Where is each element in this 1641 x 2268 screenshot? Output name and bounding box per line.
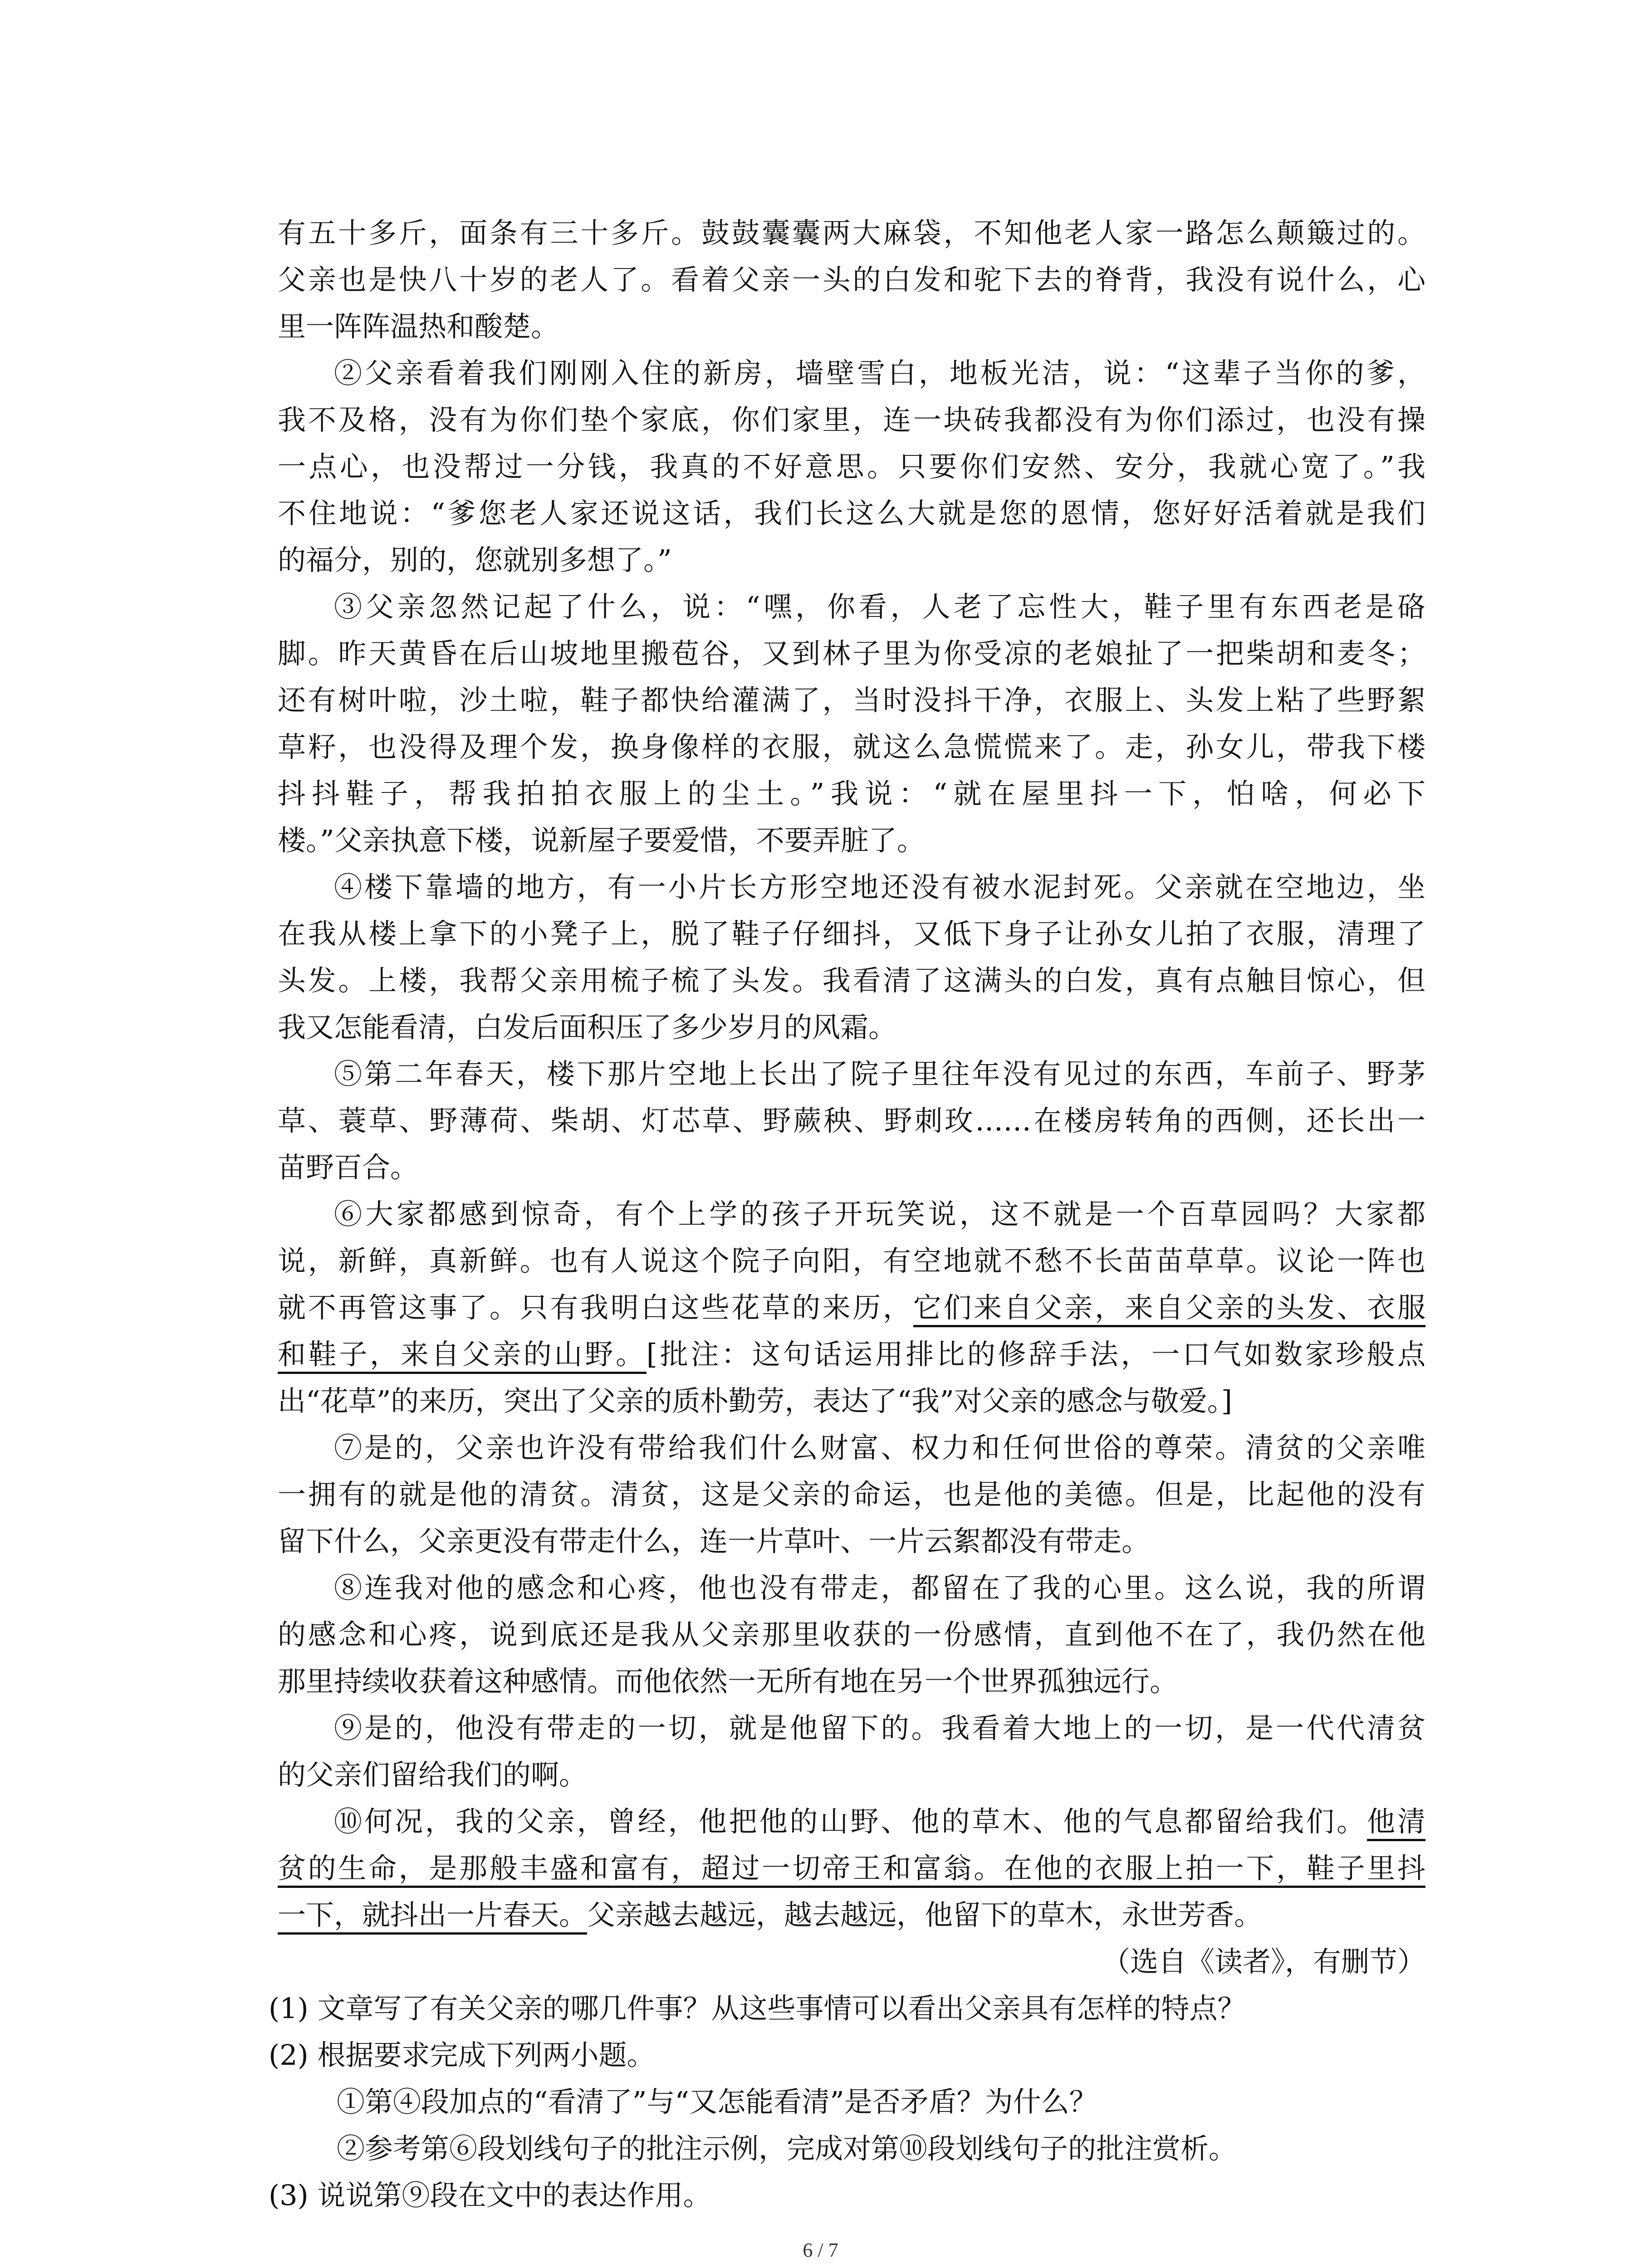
article-line (278, 1331, 1425, 1378)
article-line: 抖抖鞋子，帮我拍拍衣服上的尘土。”我说：“就在屋里抖一下，怕啥，何必下 (278, 777, 1425, 810)
question-1: (1) 文章写了有关父亲的哪几件事？从这些事情可以看出父亲具有怎样的特点？ (269, 1992, 1246, 2025)
underlined-sentence: 一下，就抖出一片春天。 (278, 1898, 587, 1935)
question-2-part-2: ②参考第⑥段划线句子的批注示例，完成对第⑩段划线句子的批注赏析。 (337, 2132, 1237, 2165)
article-line: 苗野百合。 (278, 1151, 419, 1184)
annotation-text: [批注：这句话运用排比的修辞手法，一口气如数家珍般点 (646, 1338, 1425, 1371)
article-line: 一拥有的就是他的清贫。清贫，这是父亲的命运，也是他的美德。但是，比起他的没有 (278, 1478, 1425, 1511)
article-line (278, 1845, 1425, 1892)
article-line: 头发。上楼，我帮父亲用梳子梳了头发。我看清了这满头的白发，真有点触目惊心，但 (278, 964, 1425, 997)
question-2-part-1: ①第④段加点的“看清了”与“又怎能看清”是否矛盾？为什么？ (337, 2085, 1097, 2118)
article-line: 说，新鲜，真新鲜。也有人说这个院子向阳，有空地就不愁不长苗苗草草。议论一阵也 (278, 1244, 1425, 1277)
article-line: 不住地说：“爹您老人家还说这话，我们长这么大就是您的恩情，您好好活着就是我们 (278, 497, 1425, 530)
article-line: 我又怎能看清，白发后面积压了多少岁月的风霜。 (278, 1011, 897, 1044)
article-line: 草、蓑草、野薄荷、柴胡、灯芯草、野蕨秧、野刺玫……在楼房转角的西侧，还长出一 (278, 1104, 1425, 1137)
article-line: 父亲也是快八十岁的老人了。看着父亲一头的白发和驼下去的脊背，我没有说什么，心 (278, 263, 1425, 296)
article-line (278, 1284, 1425, 1331)
article-line: 的父亲们留给我们的啊。 (278, 1758, 588, 1791)
article-line: 脚。昨天黄昏在后山坡地里搬苞谷，又到林子里为你受凉的老娘扯了一把柴胡和麦冬； (278, 637, 1425, 670)
underlined-sentence: 贫的生命，是那般丰盛和富有，超过一切帝王和富翁。在他的衣服上拍一下，鞋子里抖 (278, 1852, 1425, 1888)
page-number: 6 / 7 (803, 2239, 838, 2261)
article-line (278, 1798, 1425, 1845)
article-line: ⑨是的，他没有带走的一切，就是他留下的。我看着大地上的一切，是一代代清贫 (334, 1711, 1425, 1745)
article-line: ⑥大家都感到惊奇，有个上学的孩子开玩笑说，这不就是一个百草园吗？大家都 (334, 1198, 1425, 1231)
paragraph-10-ending: 父亲越去越远，越去越远，他留下的草木，永世芳香。 (587, 1898, 1263, 1931)
article-body-part-1 (278, 210, 1425, 1284)
article-line: 一点心，也没帮过一分钱，我真的不好意思。只要你们安然、安分，我就心宽了。”我 (278, 450, 1425, 483)
article-line: ⑤第二年春天，楼下那片空地上长出了院子里往年没有见过的东西，车前子、野茅 (334, 1057, 1425, 1090)
article-line: ④楼下靠墙的地方，有一小片长方形空地还没有被水泥封死。父亲就在空地边，坐 (334, 870, 1425, 904)
article-line: ②父亲看着我们刚刚入住的新房，墙壁雪白，地板光洁，说：“这辈子当你的爹， (334, 357, 1425, 390)
article-line: ⑧连我对他的感念和心疼，他也没有带走，都留在了我的心里。这么说，我的所谓 (334, 1571, 1425, 1604)
article-line: ③父亲忽然记起了什么，说：“嘿，你看，人老了忘性大，鞋子里有东西老是硌 (334, 590, 1425, 623)
document-page (269, 210, 1425, 2219)
article-line: 还有树叶啦，沙土啦，鞋子都快给灌满了，当时没抖干净，衣服上、头发上粘了些野絮 (278, 684, 1425, 717)
article-line: 的福分，别的，您就别多想了。” (278, 543, 672, 577)
annotation-line: 出“花草”的来历，突出了父亲的质朴勤劳，表达了“我”对父亲的感念与敬爱。] (278, 1384, 1232, 1418)
article-line: 楼。”父亲执意下楼，说新屋子要爱惜，不要弄脏了。 (278, 824, 925, 857)
article-line: 有五十多斤，面条有三十多斤。鼓鼓囊囊两大麻袋，不知他老人家一路怎么颠簸过的。 (278, 216, 1425, 249)
article-line: 那里持续收获着这种感情。而他依然一无所有地在另一个世界孤独远行。 (278, 1665, 1178, 1698)
underlined-sentence: 它们来自父亲，来自父亲的头发、衣服 (913, 1291, 1425, 1327)
question-3: (3) 说说第⑨段在文中的表达作用。 (269, 2179, 711, 2212)
article-line: 里一阵阵温热和酸楚。 (278, 310, 559, 343)
article-line: ⑦是的，父亲也许没有带给我们什么财富、权力和任何世俗的尊荣。清贫的父亲唯 (334, 1431, 1425, 1464)
underlined-sentence: 他清 (1367, 1805, 1425, 1841)
paragraph-10-text: ⑩何况，我的父亲，曾经，他把他的山野、他的草木、他的气息都留给我们。 (334, 1805, 1367, 1838)
article-body-part-2 (278, 1424, 1425, 1798)
article-line: 的感念和心疼，说到底还是我从父亲那里收获的一份感情，直到他不在了，我仍然在他 (278, 1618, 1425, 1651)
article-line: 留下什么，父亲更没有带走什么，连一片草叶、一片云絮都没有带走。 (278, 1525, 1150, 1558)
article-source: （选自《读者》，有删节） (1102, 1945, 1425, 1978)
paragraph-6-text: 就不再管这事了。只有我明白这些花草的来历， (278, 1291, 913, 1324)
article-line (278, 1892, 1425, 1938)
question-2: (2) 根据要求完成下列两小题。 (269, 2038, 655, 2072)
article-line: 我不及格，没有为你们垫个家底，你们家里，连一块砖我都没有为你们添过，也没有操 (278, 403, 1425, 436)
article-line: 草籽，也没得及理个发，换身像样的衣服，就这么急慌慌来了。走，孙女儿，带我下楼 (278, 730, 1425, 763)
underlined-sentence: 和鞋子，来自父亲的山野。 (278, 1338, 647, 1374)
article-line: 在我从楼上拿下的小凳子上，脱了鞋子仔细抖，又低下身子让孙女儿拍了衣服，清理了 (278, 917, 1425, 950)
